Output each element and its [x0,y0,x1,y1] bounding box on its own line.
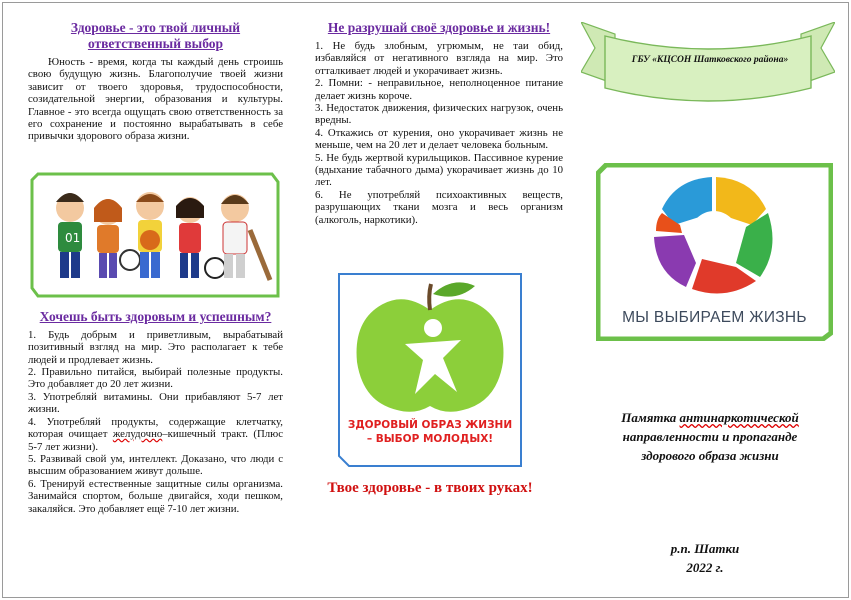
item4-underlined: желудочно [112,428,163,441]
slogan: Твое здоровье - в твоих руках! [327,480,533,496]
list-item: 5. Не будь жертвой курильщиков. Пассивное курение (вдыхание табачного дыма) укорачивает жизнь до 10 лет. [315,151,563,189]
place-and-year [630,539,780,577]
item4-start: 4. Употребляй продукты, содержащие клетчатку, которая очищает [28,415,283,441]
memo-title-part: Памятка [621,410,680,425]
hands-logo-icon [654,175,774,295]
list-item: 1. Не будь злобным, угрюмым, не таи обид, избавляйся от негативного взгляда на мир. Это отталкивает людей и укорачивает жизнь. [315,40,563,77]
memo-title-line3: здорового образа жизни [641,448,779,463]
section1-text: Юность - время, когда ты каждый день строишь свою будущую жизнь. Благополучие твоей жизни зависит от твоего здоровья, трудоспособности, созидательной энергии, образования и культуры. Главное - это всегда ощущать свою ответственность за его сохранение и постоянно вырабатывать в себе привычки здорового образа жизни. [28,56,283,143]
memo-title-line2: направленности и пропаганде [622,429,798,444]
section1-title: Здоровье - это твой личный ответственный выбор [70,20,241,51]
list-item: 2. Правильно питайся, выбирай полезные продукты. Это добавляет до 20 лет жизни. [28,366,283,391]
list-item: 4. Откажись от курения, оно укорачивает жизнь не меньше, чем на 20 лет и делает человека больным. [315,126,563,152]
list-item: 5. Развивай свой ум, интеллект. Доказано, что люди с высшим образованием живут дольше. [28,452,283,478]
list-item: 1. Будь добрым и приветливым, вырабатывай позитивный взгляд на мир. Это располагает к тебе людей и продлевает жизнь. [28,328,283,366]
list-item: 3. Употребляй витамины. Они прибавляют 5-7 лет жизни. [28,390,283,416]
apple-text-line2: – ВЫБОР МОЛОДЫХ! [366,433,494,445]
memo-title-underlined: антинаркотической [679,410,799,425]
list-item: 6. Не употребляй психоактивных веществ, разрушающих ткани мозга и весь организм (алкоголь, наркотики). [315,188,563,226]
section2-title: Хочешь быть здоровым и успешным? [39,308,272,324]
apple-poster [335,270,525,470]
place-name: р.п. Шатки [670,541,740,556]
svg-text:01: 01 [65,231,81,245]
organization-name: ГБУ «КЦСОН Шатковского района» [631,55,789,65]
warnings-list [315,40,563,226]
list-item: 3. Недостаток движения, физических нагрузок, очень вредны. [315,102,563,127]
apple-text-line1: ЗДОРОВЫЙ ОБРАЗ ЖИЗНИ [347,419,513,431]
healthy-tips-list [28,329,283,515]
list-item: 6. Тренируй естественные защитные силы организма. Занимайся спортом, больше двигайся, ходи пешком, закаляйся. Это добавляет ещё 7-10 лет жизни. [28,477,283,515]
list-item [28,416,283,453]
list-item: 2. Помни: - неправильное, неполноценное питание делает жизнь короче. [315,77,563,102]
memo-title [600,408,820,465]
logo-caption: МЫ ВЫБИРАЕМ ЖИЗНЬ [622,309,807,326]
year: 2022 г. [686,560,724,575]
kids-illustration [30,170,280,300]
item4-end: –кишечный тракт. (Плюс 5-7 лет жизни). [28,428,283,453]
section3-title: Не разрушай своё здоровье и жизнь! [327,20,551,35]
